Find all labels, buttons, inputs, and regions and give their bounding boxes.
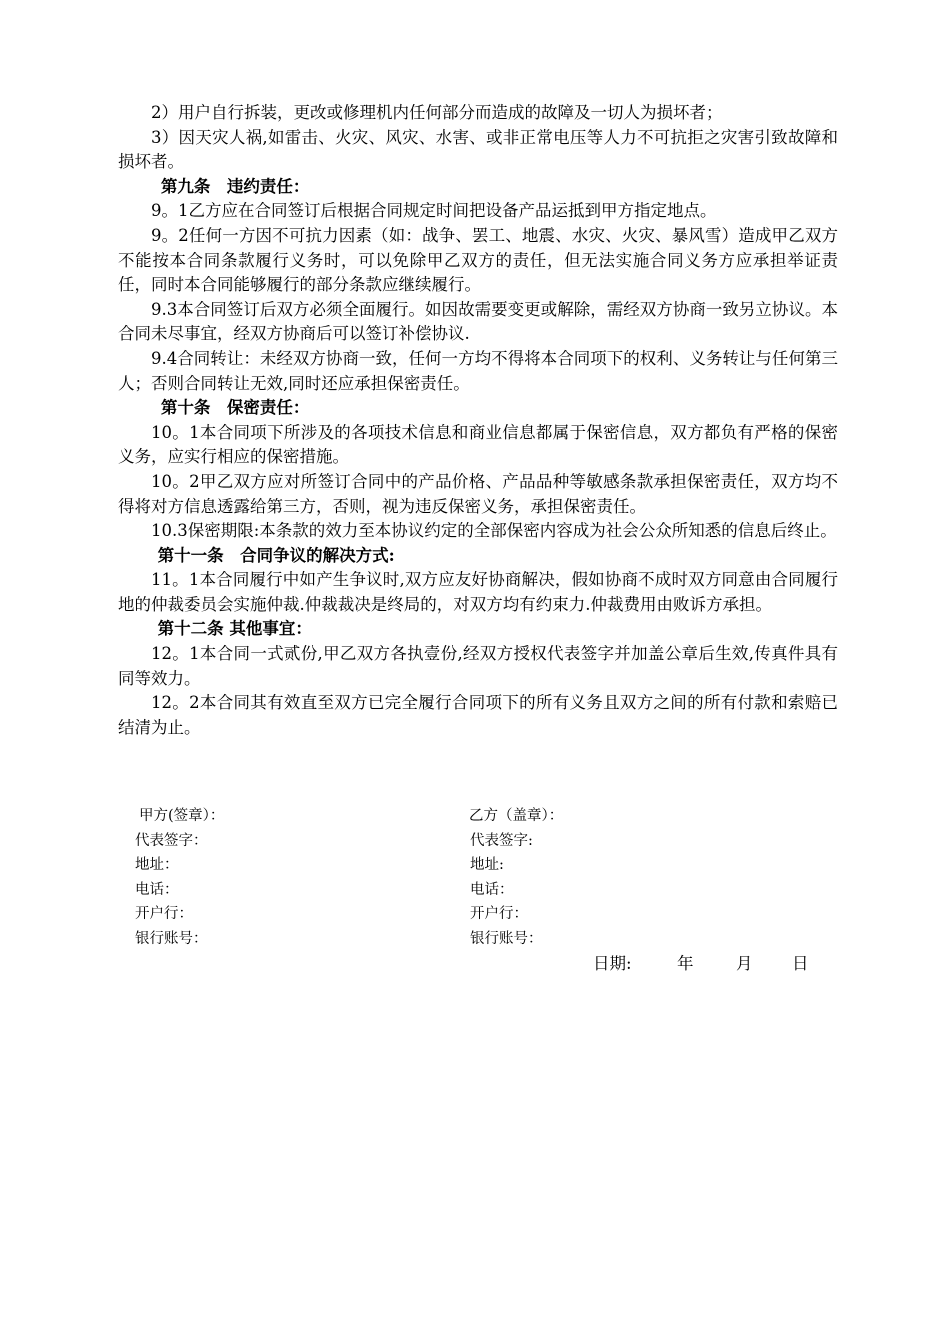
article-12-heading: 第十二条 其他事宜： (157, 619, 312, 639)
clause-9-4: 9.4合同转让：未经双方协商一致，任何一方均不得将本合同项下的权利、义务转让与任何第三人；否则合同转让无效,同时还应承担保密责任。 (118, 348, 838, 393)
date-year-label: 年 (677, 954, 694, 973)
clause-10-1: 10。1本合同项下所涉及的各项技术信息和商业信息都属于保密信息，双方都负有严格的保密义务，应实行相应的保密措施。 (118, 422, 838, 467)
party-b-phone-label: 电话： (470, 881, 514, 898)
party-a-title: 甲方(签章）： (139, 808, 225, 824)
article-11-heading: 第十一条 合同争议的解决方式: (157, 545, 395, 565)
party-b-rep-label: 代表签字: (470, 832, 533, 849)
clause-12-1: 12。1本合同一式贰份,甲乙双方各执壹份,经双方授权代表签字并加盖公章后生效,传真件具有同等效力。 (118, 644, 838, 688)
signature-row-phone (135, 878, 835, 903)
party-a-rep-label: 代表签字： (135, 832, 208, 849)
party-a-account-label: 银行账号： (135, 930, 208, 947)
party-b-account-label: 银行账号： (470, 930, 543, 947)
date-line (593, 952, 809, 976)
article-9-heading: 第九条 违约责任： (160, 176, 310, 196)
clause-10-3: 10.3保密期限:本条款的效力至本协议约定的全部保密内容成为社会公众所知悉的信息后终止。 (151, 521, 837, 541)
date-day-label: 日 (792, 954, 809, 973)
signature-block (135, 804, 835, 952)
date-label: 日期: (593, 954, 632, 973)
clause-8-3: 3）因天灾人祸,如雷击、火灾、风灾、水害、或非正常电压等人力不可抗拒之灾害引致故障和损坏者。 (118, 127, 838, 172)
clause-9-1: 9。1乙方应在合同签订后根据合同规定时间把设备产品运抵到甲方指定地点。 (151, 201, 717, 221)
signature-row-address (135, 853, 835, 878)
clause-9-2: 9。2任何一方因不可抗力因素（如：战争、罢工、地震、水灾、火灾、暴风雪）造成甲乙双方不能按本合同条款履行义务时，可以免除甲乙双方的责任，但无法实施合同义务方应承担举证责任，同时本合同能够履行的部分条款应继续履行。 (118, 225, 838, 295)
party-b-title: 乙方（盖章）： (469, 808, 564, 824)
article-10-heading: 第十条 保密责任： (160, 398, 310, 418)
signature-row-rep (135, 829, 835, 854)
clause-11-1: 11。1本合同履行中如产生争议时,双方应友好协商解决，假如协商不成时双方同意由合同履行地的仲裁委员会实施仲裁.仲裁裁决是终局的，对双方均有约束力.仲裁费用由败诉方承担。 (118, 570, 838, 614)
clause-10-2: 10。2甲乙双方应对所签订合同中的产品价格、产品品种等敏感条款承担保密责任，双方均不得将对方信息透露给第三方，否则，视为违反保密义务，承担保密责任。 (118, 471, 838, 516)
clause-8-2: 2）用户自行拆装，更改或修理机内任何部分而造成的故障及一切人为损坏者； (151, 103, 723, 122)
party-b-bank-label: 开户行： (470, 906, 528, 923)
party-a-phone-label: 电话： (135, 881, 179, 898)
signature-row-account (135, 927, 835, 952)
clause-9-3: 9.3本合同签订后双方必须全面履行。如因故需要变更或解除，需经双方协商一致另立协议。本合同未尽事宜，经双方协商后可以签订补偿协议. (118, 299, 838, 344)
party-b-address-label: 地址: (470, 857, 504, 874)
party-a-address-label: 地址： (135, 857, 179, 874)
contract-body (118, 101, 838, 740)
party-a-bank-label: 开户行： (135, 906, 193, 923)
clause-12-2: 12。2本合同其有效直至双方已完全履行合同项下的所有义务且双方之间的所有付款和索赔已结清为止。 (118, 693, 838, 737)
signature-row-title (135, 804, 835, 829)
date-month-label: 月 (736, 954, 753, 973)
signature-row-bank (135, 902, 835, 927)
